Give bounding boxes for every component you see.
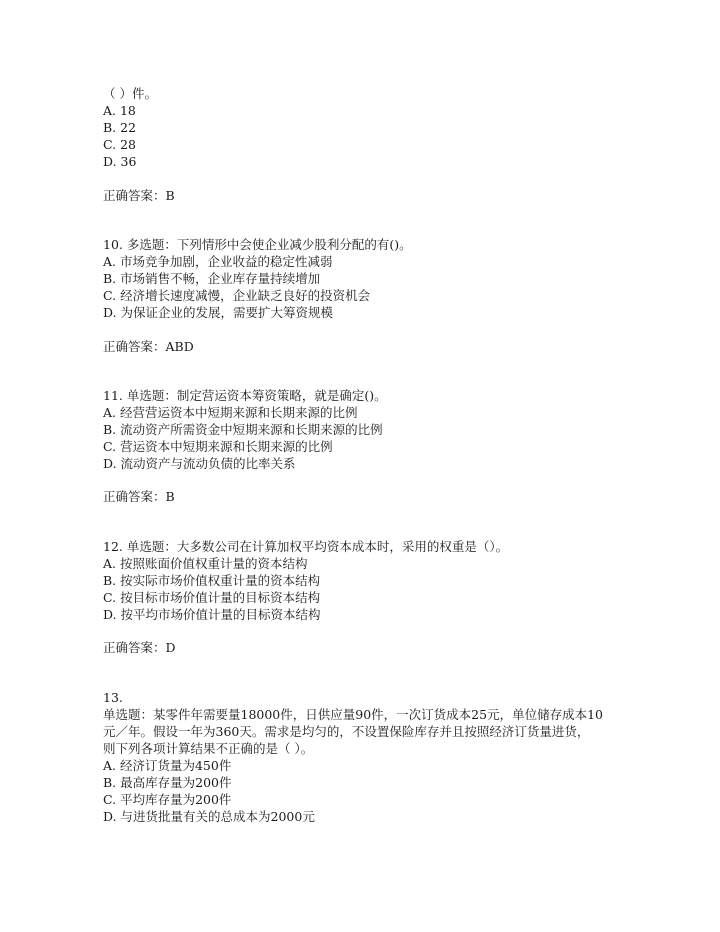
q10-option-c: C. 经济增长速度减慢，企业缺乏良好的投资机会 bbox=[103, 288, 371, 303]
q12-stem: 12. 单选题：大多数公司在计算加权平均资本成本时，采用的权重是（）。 bbox=[103, 539, 509, 554]
q11-option-a: A. 经营营运资本中短期来源和长期来源的比例 bbox=[103, 405, 358, 420]
q9-option-b: B. 22 bbox=[103, 120, 137, 135]
q11-option-c: C. 营运资本中短期来源和长期来源的比例 bbox=[103, 439, 333, 454]
q12-option-b: B. 按实际市场价值权重计量的资本结构 bbox=[103, 573, 321, 588]
q12-option-d: D. 按平均市场价值计量的目标资本结构 bbox=[103, 607, 321, 622]
q9-option-a: A. 18 bbox=[103, 103, 136, 118]
q12-option-c: C. 按目标市场价值计量的目标资本结构 bbox=[103, 590, 321, 605]
q10-answer: 正确答案：ABD bbox=[103, 339, 194, 354]
q11-option-b: B. 流动资产所需资金中短期来源和长期来源的比例 bbox=[103, 422, 383, 437]
q11-answer: 正确答案：B bbox=[103, 489, 175, 504]
q13-number: 13. bbox=[103, 690, 123, 705]
q11-stem: 11. 单选题：制定营运资本筹资策略，就是确定()。 bbox=[103, 388, 387, 403]
q13-option-d: D. 与进货批量有关的总成本为2000元 bbox=[103, 809, 315, 824]
q12-option-a: A. 按照账面价值权重计量的资本结构 bbox=[103, 556, 308, 571]
q13-option-a: A. 经济订货量为450件 bbox=[103, 758, 232, 773]
q9-option-d: D. 36 bbox=[103, 154, 137, 169]
q10-option-d: D. 为保证企业的发展，需要扩大筹资规模 bbox=[103, 305, 334, 320]
q10-option-b: B. 市场销售不畅，企业库存量持续增加 bbox=[103, 271, 321, 286]
q9-answer: 正确答案：B bbox=[103, 188, 175, 203]
q13-stem-line-2: 元／年。假设一年为360天。需求是均匀的，不设置保险库存并且按照经济订货量进货， bbox=[103, 724, 590, 739]
q9-stem-tail: （ ）件。 bbox=[103, 86, 157, 101]
q13-option-b: B. 最高库存量为200件 bbox=[103, 775, 232, 790]
q13-stem-line-1: 单选题：某零件年需要量18000件，日供应量90件，一次订货成本25元，单位储存成本10 bbox=[103, 707, 603, 722]
q10-stem: 10. 多选题：下列情形中会使企业减少股利分配的有()。 bbox=[103, 237, 412, 252]
q9-option-c: C. 28 bbox=[103, 137, 136, 152]
q13-option-c: C. 平均库存量为200件 bbox=[103, 792, 232, 807]
q12-answer: 正确答案：D bbox=[103, 640, 176, 655]
q10-option-a: A. 市场竞争加剧，企业收益的稳定性减弱 bbox=[103, 254, 333, 269]
q13-stem-line-3: 则下列各项计算结果不正确的是（ ）。 bbox=[103, 741, 314, 756]
q11-option-d: D. 流动资产与流动负债的比率关系 bbox=[103, 456, 296, 471]
